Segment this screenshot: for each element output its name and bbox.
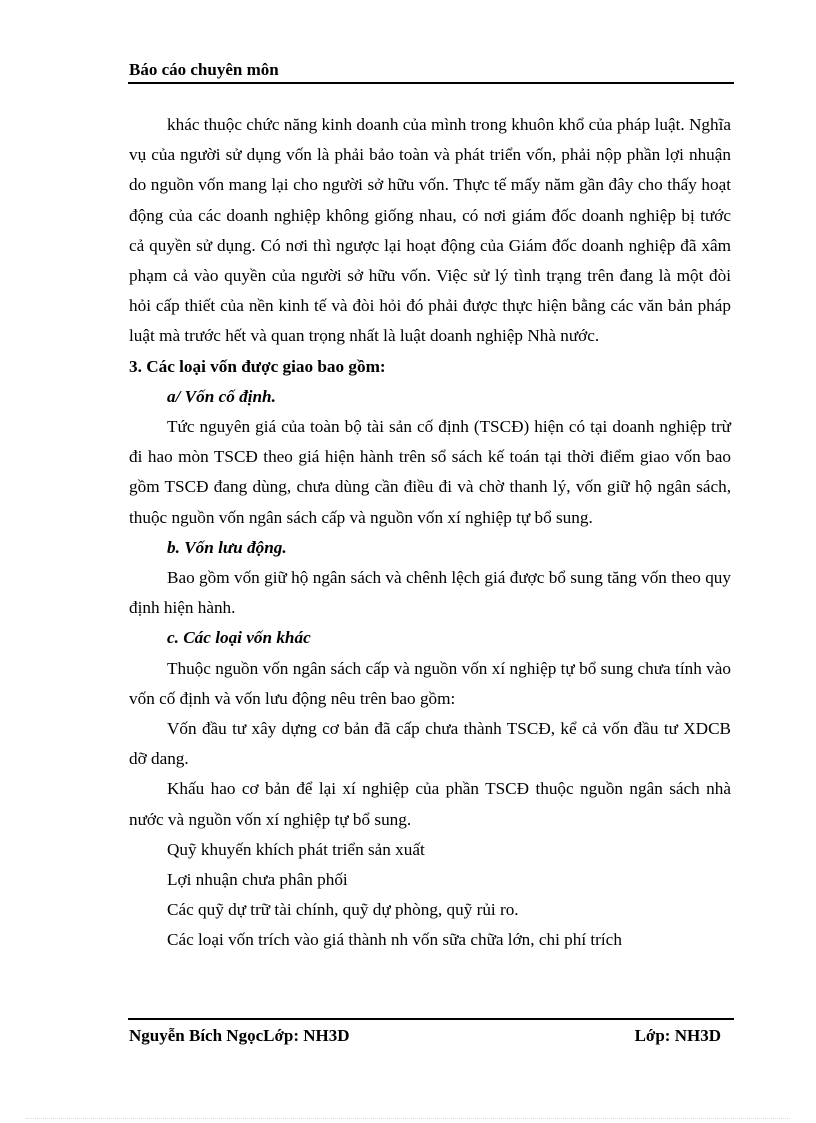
footer-author-class: Nguyễn Bích NgọcLớp: NH3D <box>129 1026 350 1045</box>
list-item-reserve-funds: Các quỹ dự trữ tài chính, quỹ dự phòng, quỹ rủi ro. <box>167 900 519 920</box>
section-heading-capital-types: 3. Các loại vốn được giao bao gồm: <box>129 356 386 376</box>
paragraph-legal-obligations: khác thuộc chức năng kinh doanh của mình trong khuôn khổ của pháp luật. Nghĩa vụ của người sử dụng vốn là phải bảo toàn và phát triển vốn, phải nộp phần lợi nhuận do nguồn vốn mang lại cho người sở hữu vốn. Thực tế mấy năm gần đây cho thấy hoạt động của các doanh nghiệp không giống nhau, có nơi giám đốc doanh nghiệp bị tước cả quyền sử dụng. Có nơi thì ngược lại hoạt động của Giám đốc doanh nghiệp đã xâm phạm cả vào quyền của người sở hữu vốn. Việc sử lý tình trạng trên đang là một đòi hỏi cấp thiết của nền kinh tế và đòi hỏi đó phải được thực hiện bằng các văn bản pháp luật mà trước hết và quan trọng nhất là luật doanh nghiệp Nhà nước. <box>129 115 731 346</box>
header-divider <box>128 82 734 84</box>
subheading-other-capital: c. Các loại vốn khác <box>167 628 311 648</box>
page-footer <box>129 1024 721 1048</box>
paragraph-working-capital: Bao gồm vốn giữ hộ ngân sách và chênh lệch giá được bổ sung tăng vốn theo quy định hiện hành. <box>129 568 731 618</box>
document-body <box>129 110 731 956</box>
subheading-working-capital: b. Vốn lưu động. <box>167 537 287 557</box>
paragraph-construction-investment: Vốn đầu tư xây dựng cơ bản đã cấp chưa thành TSCĐ, kể cả vốn đầu tư XDCB dỡ dang. <box>129 719 731 769</box>
list-item-retained-profit: Lợi nhuận chưa phân phối <box>167 870 348 890</box>
paragraph-fixed-capital: Tức nguyên giá của toàn bộ tài sản cố định (TSCĐ) hiện có tại doanh nghiệp trừ đi hao mòn TSCĐ theo giá hiện hành trên sổ sách kế toán tại thời điểm giao vốn bao gồm TSCĐ đang dùng, chưa dùng cần điều đi và chờ thanh lý, vốn giữ hộ ngân sách, thuộc nguồn vốn ngân sách cấp và nguồn vốn xí nghiệp tự bổ sung. <box>129 417 731 527</box>
page-header-title: Báo cáo chuyên môn <box>129 60 279 79</box>
footer-class: Lớp: NH3D <box>634 1026 721 1045</box>
subheading-fixed-capital: a/ Vốn cố định. <box>167 386 276 406</box>
paragraph-other-capital: Thuộc nguồn vốn ngân sách cấp và nguồn vốn xí nghiệp tự bổ sung chưa tính vào vốn cố định và vốn lưu động nêu trên bao gồm: <box>129 658 731 708</box>
paragraph-depreciation: Khấu hao cơ bản để lại xí nghiệp của phần TSCĐ thuộc nguồn ngân sách nhà nước và nguồn vốn xí nghiệp tự bổ sung. <box>129 779 731 829</box>
footer-divider <box>128 1018 734 1020</box>
list-item-cost-allocated-capital: Các loại vốn trích vào giá thành nh vốn sữa chữa lớn, chi phí trích <box>167 930 622 950</box>
page-bottom-border <box>26 1118 790 1119</box>
list-item-production-fund: Quỹ khuyến khích phát triển sản xuất <box>167 839 425 859</box>
